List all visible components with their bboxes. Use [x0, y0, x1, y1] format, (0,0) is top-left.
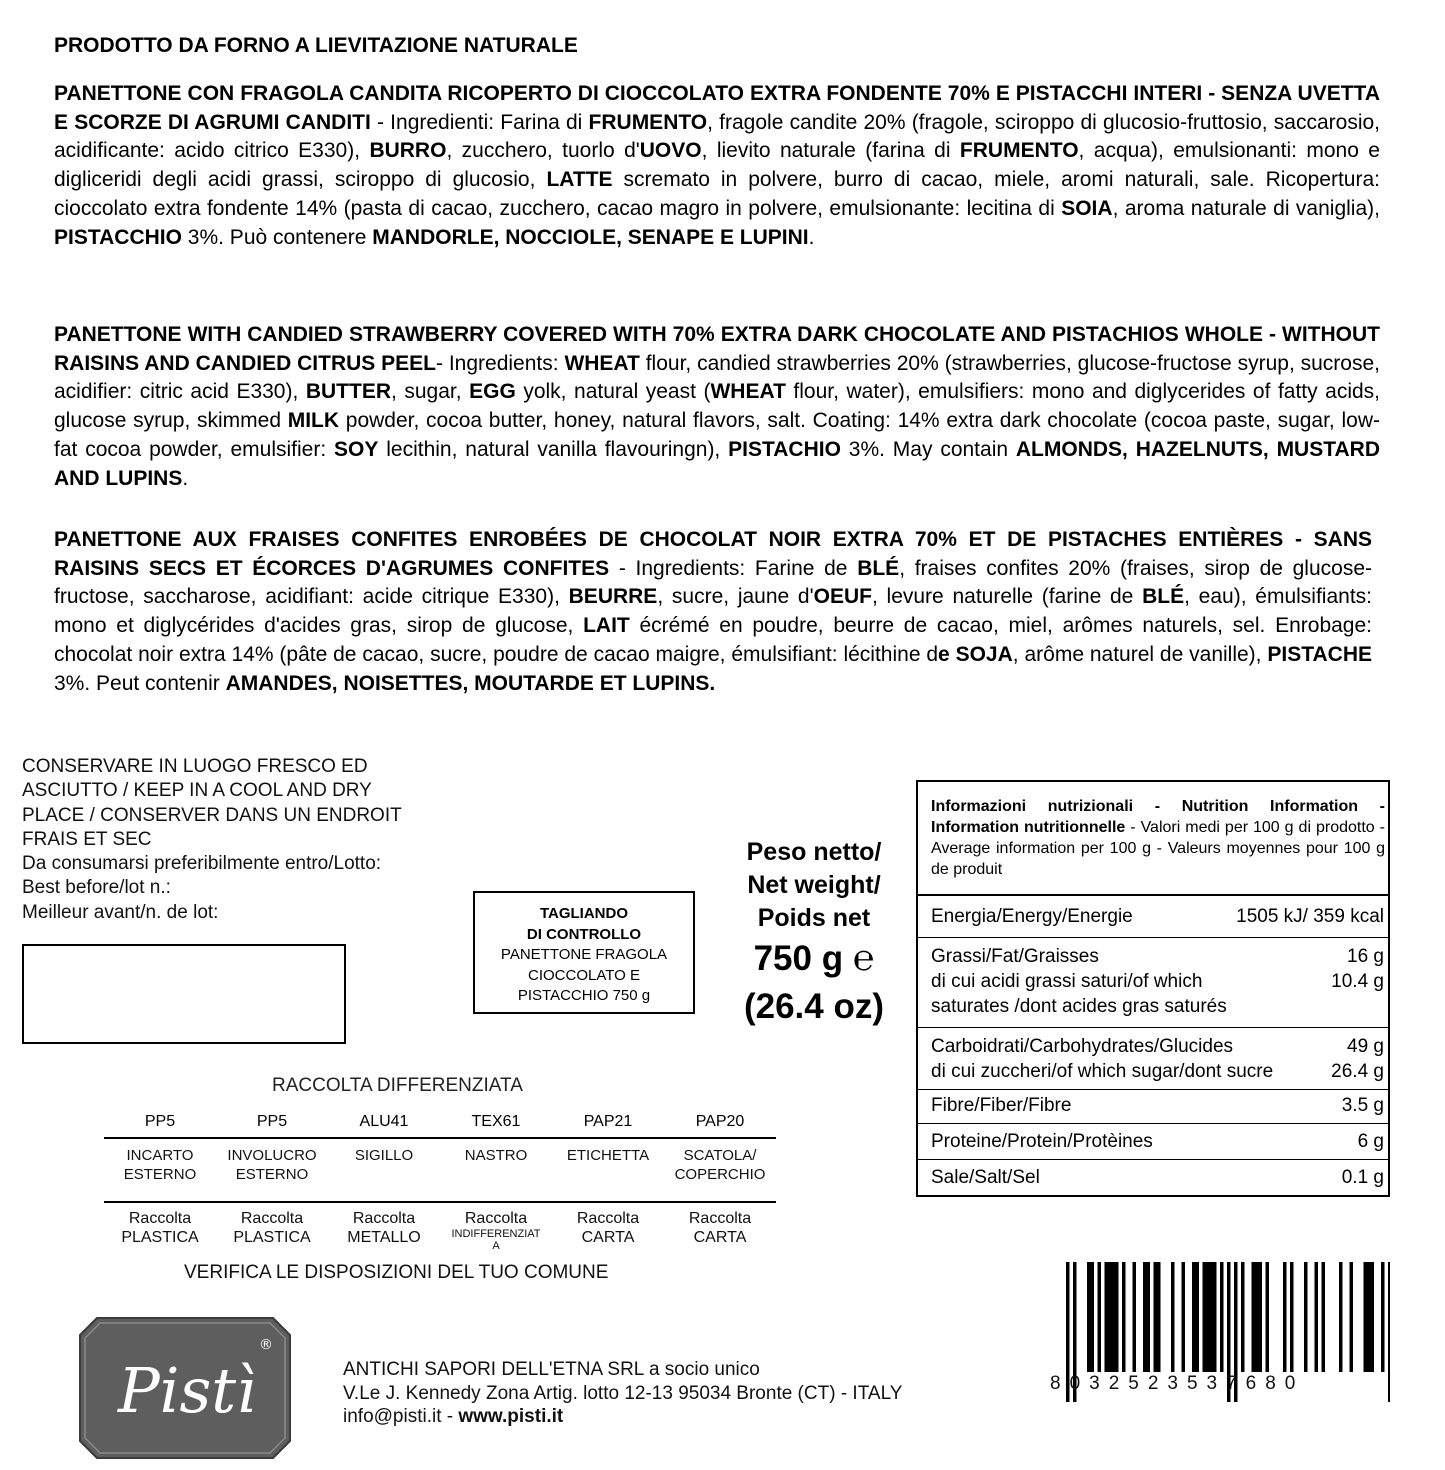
coupon-line: PISTACCHIO 750 g — [517, 987, 651, 1004]
recycling-component-line: NASTRO — [464, 1147, 528, 1164]
barcode-bar — [1112, 1262, 1116, 1372]
ingredient-text: - Ingredienti: Farina di — [370, 110, 589, 134]
company-address: V.Le J. Kennedy Zona Artig. lotto 12-13 95034 Bronte (CT) - ITALY — [343, 1382, 903, 1404]
ingredient-highlight: MILK — [287, 409, 340, 433]
barcode-bar — [1203, 1262, 1207, 1372]
barcode-bar — [1213, 1262, 1217, 1372]
barcode-bar — [1108, 1262, 1112, 1372]
nutrition-label: Energia/Energy/Energie — [931, 906, 1133, 927]
barcode-bar — [1098, 1262, 1102, 1372]
recycling-code: PAP20 — [695, 1113, 745, 1130]
recycling-collection — [664, 1203, 776, 1252]
nutrition-label: Carboidrati/Carbohydrates/Glucides — [931, 1036, 1234, 1057]
recycling-collection-line: PLASTICA — [121, 1229, 199, 1246]
ingredient-highlight: UOVO — [639, 139, 702, 163]
recycling-collection — [328, 1203, 440, 1252]
nutrition-value: 1505 kJ/ 359 kcal — [1236, 906, 1384, 927]
lot-box — [22, 944, 346, 1044]
nutrition-label: Proteine/Protein/Protèines — [931, 1131, 1153, 1152]
pisti-logo — [79, 1317, 291, 1459]
recycling-collection-line: Raccolta — [240, 1210, 304, 1227]
ingredient-highlight: WHEAT — [710, 380, 786, 404]
barcode-bar — [1105, 1262, 1109, 1372]
recycling-code: PP5 — [144, 1113, 176, 1130]
ingredient-highlight: SOY — [334, 437, 379, 461]
ingredient-highlight: AMANDES, NOISETTES, MOUTARDE ET LUPINS. — [225, 671, 716, 695]
nutrition-header-title: Informazioni nutrizionali - Nutrition Information - Information nutritionnelle — [931, 798, 1385, 836]
weight-label: Net weight/ — [747, 871, 881, 899]
recycling-component-line: INCARTO — [126, 1147, 194, 1164]
barcode-bar — [1381, 1262, 1385, 1372]
nutrition-row — [918, 937, 1388, 1027]
nutrition-header — [918, 782, 1388, 896]
ingredient-text: . — [808, 225, 815, 249]
nutrition-value: 26.4 g — [1331, 1061, 1384, 1082]
ingredient-highlight: PISTACCHIO — [54, 225, 182, 249]
ingredient-highlight: LATTE — [546, 168, 613, 192]
recycling-component — [552, 1139, 664, 1201]
nutrition-value: 3.5 g — [1341, 1095, 1384, 1116]
recycling-collection-line: Raccolta — [688, 1210, 752, 1227]
ingredient-highlight: FRUMENTO — [959, 139, 1079, 163]
barcode-bar — [1371, 1262, 1375, 1372]
ingredient-text: - Ingredients: Farine de — [609, 556, 858, 580]
company-name: ANTICHI SAPORI DELL'ETNA SRL a socio unico — [343, 1359, 760, 1380]
ingredient-text: powder, cocoa butter, honey, natural flavors, salt. Coating: 14% extra dark chocolate (cocoa paste, sugar, low-fat cocoa powder, emulsifier: — [54, 409, 1380, 461]
weight-imperial: (26.4 oz) — [743, 987, 885, 1026]
ingredient-highlight: BLÉ — [857, 556, 900, 580]
storage-line: ASCIUTTO / KEEP IN A COOL AND DRY — [22, 780, 372, 802]
ingredient-highlight: BLÉ — [1142, 585, 1185, 609]
company-email: info@pisti.it - — [343, 1406, 459, 1427]
recycling-component-line: COPERCHIO — [674, 1166, 766, 1183]
ingredient-text: flour, candied strawberries 20% (strawberries, glucose-fructose syrup, sucrose, acidifier: citric acid E330), — [54, 351, 1380, 404]
nutrition-value: 0.1 g — [1341, 1167, 1384, 1188]
ingredient-text: , fragole candite 20% (fragole, sciroppo di glucosio-fruttosio, saccarosio, acidificante: acido citrico E330), — [54, 110, 1380, 163]
ingredient-highlight: e SOJA — [938, 642, 1013, 666]
barcode-bar — [1252, 1262, 1256, 1372]
ingredient-highlight: ALMONDS, HAZELNUTS, MUSTARD AND LUPINS — [54, 437, 1381, 490]
ingredient-text: flour, water), emulsifiers: mono and diglycerides of fatty acids, glucose syrup, skimmed — [54, 380, 1381, 433]
ingredient-highlight: BEURRE — [568, 585, 658, 609]
storage-instructions — [22, 755, 402, 925]
ingredient-text: écrémé en poudre, beurre de cacao, miel, arômes naturels, sel. Enrobage: chocolat noir extra 14% (pâte de cacao, sucre, poudre de cacao maigre, émulsifiant: lécithine d — [54, 614, 1373, 666]
barcode-bar — [1350, 1262, 1354, 1372]
company-info — [343, 1358, 902, 1429]
nutrition-row — [918, 1123, 1388, 1159]
barcode-bar — [1364, 1262, 1368, 1372]
weight-label: Peso netto/ — [746, 838, 882, 866]
barcode-bar — [1220, 1262, 1224, 1372]
barcode-bar — [1147, 1262, 1151, 1372]
ingredient-text: , aroma naturale di vaniglia), — [1112, 196, 1380, 220]
barcode-bar — [1304, 1262, 1308, 1372]
weight-label: Poids net — [757, 904, 871, 932]
barcode-bar — [1171, 1262, 1175, 1372]
nutrition-value: 6 g — [1357, 1131, 1384, 1152]
recycling-collection-line: METALLO — [347, 1229, 421, 1246]
barcode-bar — [1266, 1262, 1270, 1372]
nutrition-label: Sale/Salt/Sel — [931, 1167, 1040, 1188]
recycling-collection — [104, 1203, 216, 1252]
ingredient-highlight: EGG — [469, 380, 516, 404]
ingredient-text: 3%. Può contenere — [181, 225, 373, 249]
ingredient-text: scremato in polvere, burro di cacao, miele, aromi naturali, sale. Ricopertura: cioccolato extra fondente 14% (pasta di cacao, zucchero, cacao magro in polvere, emulsionante: lecitina di — [54, 168, 1380, 220]
ingredient-highlight: SOIA — [1061, 196, 1113, 220]
nutrition-label: saturates /dont acides gras saturés — [931, 996, 1227, 1017]
ingredient-highlight: PISTACHIO — [728, 437, 841, 461]
nutrition-value: 49 g — [1347, 1036, 1384, 1057]
ingredient-text: , zucchero, tuorlo d' — [446, 139, 640, 163]
estimated-sign-icon: ℮ — [852, 938, 875, 979]
recycling-collection-line: Raccolta — [128, 1210, 192, 1227]
nutrition-header-note: - Valori medi per 100 g di prodotto - Average information per 100 g - Valeurs moyennes pour 100 g de produit — [931, 819, 1385, 878]
recycling-collection-line: Raccolta — [464, 1210, 528, 1227]
barcode-bar — [1210, 1262, 1214, 1372]
ingredient-highlight: PISTACHE — [1267, 642, 1373, 666]
recycling-component-line: ESTERNO — [123, 1166, 197, 1183]
ingredient-text: . — [182, 466, 189, 490]
ingredient-text: 3%. Peut contenir — [54, 671, 226, 695]
barcode-bar — [1339, 1262, 1343, 1372]
recycling-component — [104, 1139, 216, 1201]
page-title: PRODOTTO DA FORNO A LIEVITAZIONE NATURALE — [54, 34, 578, 57]
ingredient-text: yolk, natural yeast ( — [515, 380, 711, 404]
best-before-label-it: Da consumarsi preferibilmente entro/Lotto: — [22, 853, 382, 875]
storage-line: FRAIS ET SEC — [22, 828, 152, 850]
ingredient-highlight: BUTTER — [305, 380, 392, 404]
barcode-bar — [1322, 1262, 1326, 1372]
ingredient-text: , sugar, — [391, 380, 470, 404]
barcode-bar — [1154, 1262, 1158, 1372]
ingredient-text: - Ingredients: — [436, 351, 565, 375]
coupon-title: DI CONTROLLO — [526, 925, 642, 943]
recycling-component — [440, 1139, 552, 1201]
recycling-component — [664, 1139, 776, 1201]
nutrition-value: 16 g — [1347, 946, 1384, 967]
ingredient-highlight: WHEAT — [564, 351, 640, 375]
barcode-bar — [1255, 1262, 1259, 1372]
barcode-bar — [1091, 1262, 1095, 1372]
recycling-collection — [552, 1203, 664, 1252]
barcode-bar — [1241, 1262, 1245, 1372]
barcode-bar — [1182, 1262, 1186, 1372]
nutrition-label: di cui acidi grassi saturi/of which — [931, 971, 1203, 992]
recycling-collection-line: Raccolta — [352, 1210, 416, 1227]
recycling-collection-line: PLASTICA — [233, 1229, 311, 1246]
barcode-bar — [1290, 1262, 1294, 1372]
barcode-digits: 8032523537680 — [1050, 1373, 1305, 1394]
recycling-collection-line: INDIFFERENZIAT — [451, 1228, 541, 1240]
barcode-bar — [1115, 1262, 1119, 1372]
ingredients-english — [54, 321, 1380, 493]
ingredient-text: , lievito naturale (farina di — [701, 139, 960, 163]
storage-line: CONSERVARE IN LUOGO FRESCO ED — [22, 756, 368, 777]
barcode-bar — [1196, 1262, 1200, 1372]
ingredient-highlight: PANETTONE CON FRAGOLA CANDITA RICOPERTO DI CIOCCOLATO EXTRA FONDENTE 70% E PISTACCHI INTERI - SENZA UVETTA E SCORZE DI AGRUMI CANDITI — [54, 82, 1380, 134]
recycling-collection-line: CARTA — [581, 1229, 635, 1246]
barcode-bar — [1367, 1262, 1371, 1372]
recycling-component-line: SCATOLA/ — [683, 1147, 757, 1164]
recycling-component-line: ETICHETTA — [566, 1147, 650, 1164]
recycling-collection — [216, 1203, 328, 1252]
best-before-label-en: Best before/lot n.: — [22, 877, 171, 899]
nutrition-row — [918, 896, 1388, 937]
recycling-collection-line: CARTA — [693, 1229, 747, 1246]
ingredient-text: 3%. May contain — [840, 437, 1016, 461]
nutrition-label: di cui zuccheri/of which sugar/dont sucre — [931, 1061, 1274, 1082]
nutrition-value: 10.4 g — [1331, 971, 1384, 992]
coupon-line: PANETTONE FRAGOLA — [500, 946, 668, 963]
nutrition-label: Grassi/Fat/Graisses — [931, 946, 1099, 967]
recycling-code: TEX61 — [471, 1113, 521, 1130]
coupon-line: CIOCCOLATO E — [528, 966, 640, 984]
net-weight — [734, 836, 894, 1031]
ingredient-highlight: PANETTONE AUX FRAISES CONFITES ENROBÉES DE CHOCOLAT NOIR EXTRA 70% ET DE PISTACHES ENTIÈRES - SANS RAISINS SECS ET ÉCORCES D'AGRUMES CONFITES — [54, 528, 1372, 580]
recycling-component — [328, 1139, 440, 1201]
recycling-code: ALU41 — [359, 1113, 409, 1130]
best-before-label-fr: Meilleur avant/n. de lot: — [22, 901, 219, 923]
recycling-title: RACCOLTA DIFFERENZIATA — [272, 1075, 523, 1096]
recycling-collection-line: A — [492, 1240, 500, 1252]
recycling-table — [104, 1113, 776, 1252]
recycling-code: PP5 — [256, 1113, 288, 1130]
recycling-component-line: ESTERNO — [235, 1166, 309, 1183]
ingredient-text: , fraises confites 20% (fraises, sirop de glucose-fructose, saccharose, acidifiant: acide citrique E330), — [54, 556, 1372, 609]
ingredient-highlight: FRUMENTO — [588, 110, 708, 134]
company-website: www.pisti.it — [458, 1406, 564, 1427]
ingredients-italian — [54, 80, 1380, 252]
ingredients-french — [54, 526, 1372, 698]
barcode-bar — [1122, 1262, 1126, 1372]
barcode-bar — [1315, 1262, 1319, 1372]
control-coupon — [473, 891, 695, 1014]
ingredient-text: lecithin, natural vanilla flavouringn), — [378, 437, 729, 461]
ingredient-highlight: BURRO — [369, 139, 447, 163]
recycling-collection — [440, 1203, 552, 1252]
barcode-bar — [1259, 1262, 1263, 1372]
barcode-bar — [1206, 1262, 1210, 1372]
ingredient-text: , acqua), emulsionanti: mono e digliceridi degli acidi grassi, sciroppo di glucosio, — [54, 139, 1380, 192]
nutrition-label: Fibre/Fiber/Fibre — [931, 1095, 1072, 1116]
ingredient-highlight: OEUF — [813, 585, 872, 609]
logo-wordmark: Pistì — [117, 1354, 257, 1427]
nutrition-row — [918, 1027, 1388, 1089]
recycling-component — [216, 1139, 328, 1201]
recycling-component-line: SIGILLO — [354, 1147, 414, 1164]
barcode-bar — [1087, 1262, 1091, 1372]
recycling-code: PAP21 — [583, 1113, 633, 1130]
nutrition-row — [918, 1159, 1388, 1195]
nutrition-row — [918, 1089, 1388, 1123]
barcode-bar — [1388, 1262, 1390, 1402]
nutrition-table — [916, 780, 1390, 1197]
storage-line: PLACE / CONSERVER DANS UN ENDROIT — [22, 804, 402, 826]
weight-value: 750 g — [753, 939, 844, 978]
ingredient-text: , arôme naturel de vanille), — [1012, 642, 1268, 666]
ingredient-text: , levure naturelle (farine de — [871, 585, 1143, 609]
coupon-title: TAGLIANDO — [539, 905, 629, 922]
recycling-note: VERIFICA LE DISPOSIZIONI DEL TUO COMUNE — [184, 1262, 609, 1283]
recycling-component-line: INVOLUCRO — [227, 1147, 317, 1164]
ingredient-highlight: PANETTONE WITH CANDIED STRAWBERRY COVERED WITH 70% EXTRA DARK CHOCOLATE AND PISTACHIOS WHOLE - WITHOUT RAISINS AND CANDIED CITRUS PEEL — [54, 323, 1380, 375]
ingredient-highlight: MANDORLE, NOCCIOLE, SENAPE E LUPINI — [372, 225, 809, 249]
barcode-bar — [1192, 1262, 1196, 1372]
barcode-bar — [1283, 1262, 1287, 1372]
ingredient-text: , eau), émulsifiants: mono et diglycérides d'acides gras, sirop de glucose, — [54, 585, 1372, 638]
registered-mark: ® — [259, 1337, 273, 1353]
barcode-bar — [1133, 1262, 1137, 1372]
barcode-bar — [1143, 1262, 1147, 1372]
ingredient-highlight: LAIT — [583, 614, 630, 638]
recycling-collection-line: Raccolta — [576, 1210, 640, 1227]
ingredient-text: , sucre, jaune d' — [657, 585, 814, 609]
barcode-bar — [1157, 1262, 1161, 1372]
